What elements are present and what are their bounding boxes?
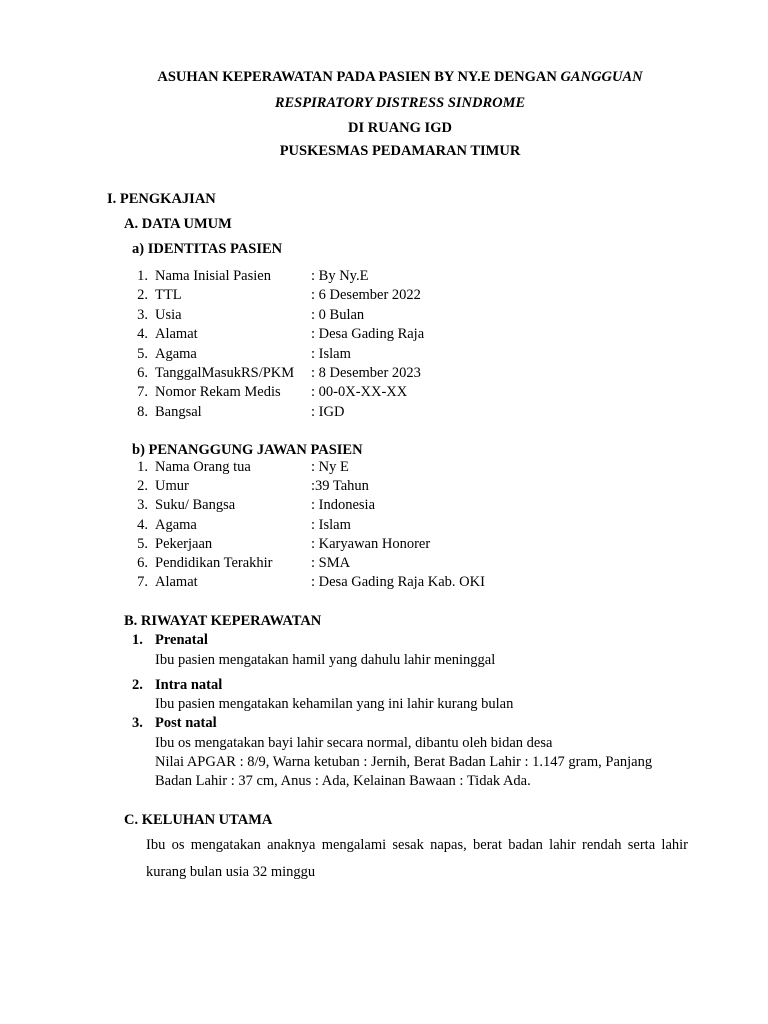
list-number: 8. xyxy=(137,403,148,420)
field-label: TTL xyxy=(155,287,182,304)
list-number: 3. xyxy=(137,497,148,514)
subsection-heading-penanggung: b) PENANGGUNG JAWAN PASIEN xyxy=(132,442,363,458)
field-value: : Islam xyxy=(311,345,351,362)
field-label: Nama Inisial Pasien xyxy=(155,268,271,284)
list-number: 6. xyxy=(137,365,148,381)
field-value: : SMA xyxy=(311,555,351,571)
field-label: Nama Orang tua xyxy=(155,459,251,475)
field-label: Agama xyxy=(155,345,197,362)
document-title-line-1 xyxy=(0,69,768,86)
list-number: 2. xyxy=(137,287,148,304)
list-number: 4. xyxy=(137,516,148,533)
riwayat-title-intranatal: Intra natal xyxy=(155,677,223,693)
field-label: Agama xyxy=(155,516,197,533)
field-value: : Desa Gading Raja xyxy=(311,326,425,343)
list-number: 2. xyxy=(137,478,148,495)
riwayat-number: 2. xyxy=(132,677,143,693)
field-value: : Indonesia xyxy=(311,497,376,514)
subsection-heading-identitas: a) IDENTITAS PASIEN xyxy=(132,241,283,257)
keluhan-paragraph: Ibu os mengatakan anaknya mengalami sesak napas, berat badan lahir rendah serta lahir kurang bulan usia 32 minggu xyxy=(146,837,688,880)
field-label: Alamat xyxy=(155,574,198,591)
title-text-italic: GANGGUAN xyxy=(560,69,643,85)
riwayat-text: Ibu pasien mengatakan kehamilan yang ini lahir kurang bulan xyxy=(155,696,514,712)
field-label: Nomor Rekam Medis xyxy=(155,384,281,401)
field-label: Bangsal xyxy=(155,403,202,420)
field-value: : Karyawan Honorer xyxy=(311,535,431,552)
field-value: :39 Tahun xyxy=(311,478,369,495)
section-heading-riwayat: B. RIWAYAT KEPERAWATAN xyxy=(124,613,322,629)
subsection-heading-data-umum: A. DATA UMUM xyxy=(124,216,232,232)
riwayat-text: Ibu os mengatakan bayi lahir secara normal, dibantu oleh bidan desa xyxy=(155,735,553,751)
field-value: : Ny E xyxy=(311,459,349,475)
field-value: : 8 Desember 2023 xyxy=(311,365,421,381)
field-label: Pekerjaan xyxy=(155,535,213,552)
field-value: : By Ny.E xyxy=(311,268,369,284)
list-number: 3. xyxy=(137,306,148,323)
list-number: 6. xyxy=(137,555,148,571)
document-title-line-4: PUSKESMAS PEDAMARAN TIMUR xyxy=(279,143,521,159)
list-number: 4. xyxy=(137,326,148,343)
field-value: : Islam xyxy=(311,516,351,533)
section-heading-keluhan: C. KELUHAN UTAMA xyxy=(124,812,273,828)
field-label: TanggalMasukRS/PKM xyxy=(155,365,295,381)
field-value: : 00-0X-XX-XX xyxy=(311,384,408,401)
section-heading-pengkajian: I. PENGKAJIAN xyxy=(107,191,216,207)
riwayat-title-prenatal: Prenatal xyxy=(155,632,208,648)
riwayat-title-postnatal: Post natal xyxy=(155,715,217,731)
riwayat-text: Nilai APGAR : 8/9, Warna ketuban : Jernih, Berat Badan Lahir : 1.147 gram, Panjang xyxy=(155,754,653,770)
field-value: : Desa Gading Raja Kab. OKI xyxy=(311,574,485,591)
list-number: 5. xyxy=(137,535,148,552)
field-label: Umur xyxy=(155,478,189,495)
list-number: 1. xyxy=(137,268,148,284)
list-number: 1. xyxy=(137,459,148,475)
field-label: Suku/ Bangsa xyxy=(155,497,236,514)
field-value: : 6 Desember 2022 xyxy=(311,287,421,304)
title-text: ASUHAN KEPERAWATAN PADA PASIEN BY NY.E DENGAN xyxy=(157,69,561,85)
riwayat-text: Badan Lahir : 37 cm, Anus : Ada, Kelainan Bawaan : Tidak Ada. xyxy=(155,773,531,789)
riwayat-text: Ibu pasien mengatakan hamil yang dahulu lahir meninggal xyxy=(155,652,496,668)
field-label: Alamat xyxy=(155,326,198,343)
field-label: Usia xyxy=(155,306,182,323)
document-title-line-3: DI RUANG IGD xyxy=(348,120,452,136)
field-value: : IGD xyxy=(311,403,345,420)
riwayat-number: 1. xyxy=(132,632,143,648)
list-number: 5. xyxy=(137,345,148,362)
document-title-line-2: RESPIRATORY DISTRESS SINDROME xyxy=(274,95,526,111)
list-number: 7. xyxy=(137,574,148,591)
list-number: 7. xyxy=(137,384,148,401)
field-value: : 0 Bulan xyxy=(311,306,365,323)
field-label: Pendidikan Terakhir xyxy=(155,555,273,571)
riwayat-number: 3. xyxy=(132,715,143,731)
